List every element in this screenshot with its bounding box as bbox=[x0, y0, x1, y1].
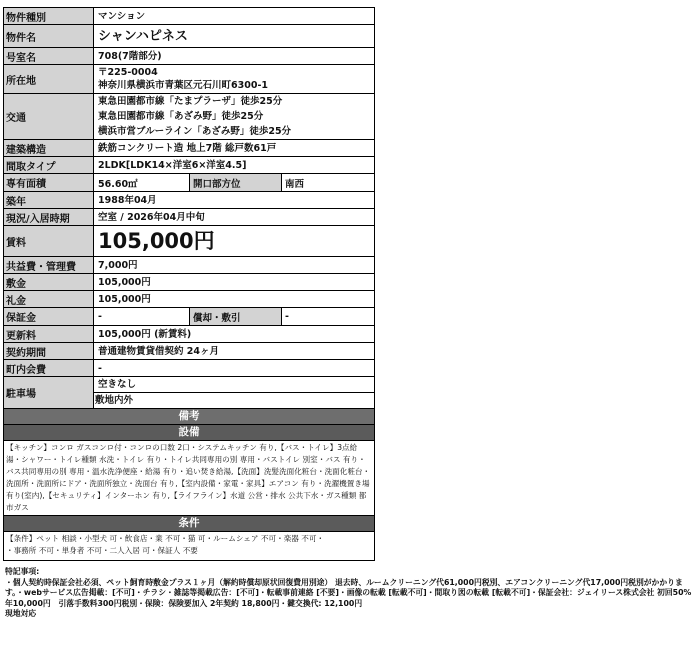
property-sheet bbox=[3, 7, 375, 561]
deposit-label: 敷金 bbox=[4, 274, 94, 290]
common-fee-label: 共益費・管理費 bbox=[4, 257, 94, 273]
guarantee-label: 保証金 bbox=[4, 308, 94, 325]
rent-label: 賃料 bbox=[4, 226, 94, 256]
area-split bbox=[95, 174, 374, 191]
area-value: 56.60㎡ bbox=[98, 178, 138, 190]
status-label: 現況/入居時期 bbox=[4, 209, 94, 225]
row-parking bbox=[3, 377, 375, 409]
row-common-fee bbox=[3, 257, 375, 274]
row-area bbox=[3, 174, 375, 192]
key-money-value: 105,000円 bbox=[98, 293, 151, 305]
access-line: 東急田園都市線「あざみ野」徒歩25分 bbox=[98, 111, 264, 122]
access-label: 交通 bbox=[4, 94, 94, 139]
contract-value: 普通建物賃貸借契約 24ヶ月 bbox=[98, 345, 220, 357]
key-money-label: 礼金 bbox=[4, 291, 94, 307]
property-type-value: マンション bbox=[98, 10, 146, 22]
special-notes: 特記事項: ・個人契約時保証会社必須、ペット飼育時敷金プラス１ヶ月（解約時償却原状回復費用別途） 退去時、ルームクリーニング代61,000円税別、エアコンクリーニング代17,000円税別がかかります。・webサービス広告掲載：[不可]・チラシ・雑誌等掲載広告：[不可]・転載事前連絡 [不要]・画像の転載 [転載不可]・間取り図の転載 [転載不可]・保証会社：ジェイリース株式会社 初回50% 年10,000円 引落手数料300円税別・保険：保険要加入 2年契約 18,800円・鍵交換代: 12,100円 現地対応 bbox=[5, 567, 692, 618]
parking-values bbox=[95, 377, 374, 408]
opening-label: 開口部方位 bbox=[189, 174, 282, 191]
structure-value: 鉄筋コンクリート造 地上7階 総戸数61戸 bbox=[98, 142, 277, 154]
address-value bbox=[95, 65, 374, 93]
row-key-money bbox=[3, 291, 375, 308]
row-address bbox=[3, 65, 375, 94]
row-structure bbox=[3, 140, 375, 157]
rent-value: 105,000円 bbox=[98, 229, 215, 253]
common-fee-value: 7,000円 bbox=[98, 259, 138, 271]
facilities-text: 【キッチン】コンロ ガスコンロ付・コンロの口数 2口・システムキッチン 有り,【バス・トイレ】3点給湯・シャワー・トイレ種類 水洗・トイレ 有り・トイレ共同専用の別 専用・バストイレ 別室・バス 有り・バス共同専用の別 専用・温水洗浄便座・給湯 有り・追い焚き給湯,【洗面】洗髪洗面化粧台・洗面化粧台・洗面所・洗面所にドア・洗面所独立・洗面台 有り,【室内設備・家電・家具】エアコン 有り・洗濯機置き場 有り(室内),【セキュリティ】インターホン 有り,【ライフライン】水道 公営・排水 公共下水・ガス種類 都市ガス bbox=[3, 441, 375, 516]
room-label: 号室名 bbox=[4, 48, 94, 64]
parking-label: 駐車場 bbox=[4, 377, 94, 408]
row-room bbox=[3, 48, 375, 65]
row-renewal bbox=[3, 326, 375, 343]
address-text: 神奈川県横浜市青葉区元石川町6300-1 bbox=[98, 80, 268, 91]
postal-code: 〒225-0004 bbox=[98, 67, 158, 78]
amortization-label: 償却・敷引 bbox=[189, 308, 282, 325]
guarantee-value: - bbox=[98, 311, 102, 322]
row-association bbox=[3, 360, 375, 377]
row-built bbox=[3, 192, 375, 209]
access-list bbox=[95, 94, 374, 139]
row-contract bbox=[3, 343, 375, 360]
property-name-label: 物件名 bbox=[4, 25, 94, 47]
conditions-text: 【条件】ペット 相談・小型犬 可・飲食店・業 不可・猫 可・ルームシェア 不可・楽器 不可・ ・事務所 不可・単身者 不可・二人入居 可・保証人 不要 bbox=[3, 532, 375, 561]
room-value: 708(7階部分) bbox=[98, 50, 162, 62]
row-access bbox=[3, 94, 375, 140]
row-deposit bbox=[3, 274, 375, 291]
renewal-label: 更新料 bbox=[4, 326, 94, 342]
built-label: 築年 bbox=[4, 192, 94, 208]
conditions-header: 条件 bbox=[3, 516, 375, 532]
access-line: 東急田園都市線「たまプラーザ」徒歩25分 bbox=[98, 96, 283, 107]
status-value: 空室 / 2026年04月中旬 bbox=[98, 211, 205, 223]
remarks-header: 備考 bbox=[3, 409, 375, 425]
association-value: - bbox=[98, 362, 102, 374]
access-line: 横浜市営ブルーライン「あざみ野」徒歩25分 bbox=[98, 126, 292, 137]
contract-label: 契約期間 bbox=[4, 343, 94, 359]
amortization-value: - bbox=[285, 311, 289, 322]
row-rent bbox=[3, 226, 375, 257]
row-guarantee bbox=[3, 308, 375, 326]
layout-label: 間取タイプ bbox=[4, 157, 94, 173]
row-property-name bbox=[3, 25, 375, 48]
layout-value: 2LDK[LDK14×洋室6×洋室4.5] bbox=[98, 159, 247, 171]
parking-location: 敷地内外 bbox=[92, 392, 374, 408]
property-type-label: 物件種別 bbox=[4, 8, 94, 24]
address-label: 所在地 bbox=[4, 65, 94, 93]
renewal-value: 105,000円 (新賃料) bbox=[98, 328, 192, 340]
facilities-header: 設備 bbox=[3, 425, 375, 441]
row-status bbox=[3, 209, 375, 226]
structure-label: 建築構造 bbox=[4, 140, 94, 156]
built-value: 1988年04月 bbox=[98, 194, 157, 206]
deposit-value: 105,000円 bbox=[98, 276, 151, 288]
association-label: 町内会費 bbox=[4, 360, 94, 376]
area-label: 専有面積 bbox=[4, 174, 94, 191]
row-property-type bbox=[3, 8, 375, 25]
row-layout bbox=[3, 157, 375, 174]
guarantee-split bbox=[95, 308, 374, 325]
opening-value: 南西 bbox=[285, 178, 305, 190]
parking-availability: 空きなし bbox=[98, 379, 137, 390]
property-name-value: シャンハピネス bbox=[98, 28, 188, 44]
